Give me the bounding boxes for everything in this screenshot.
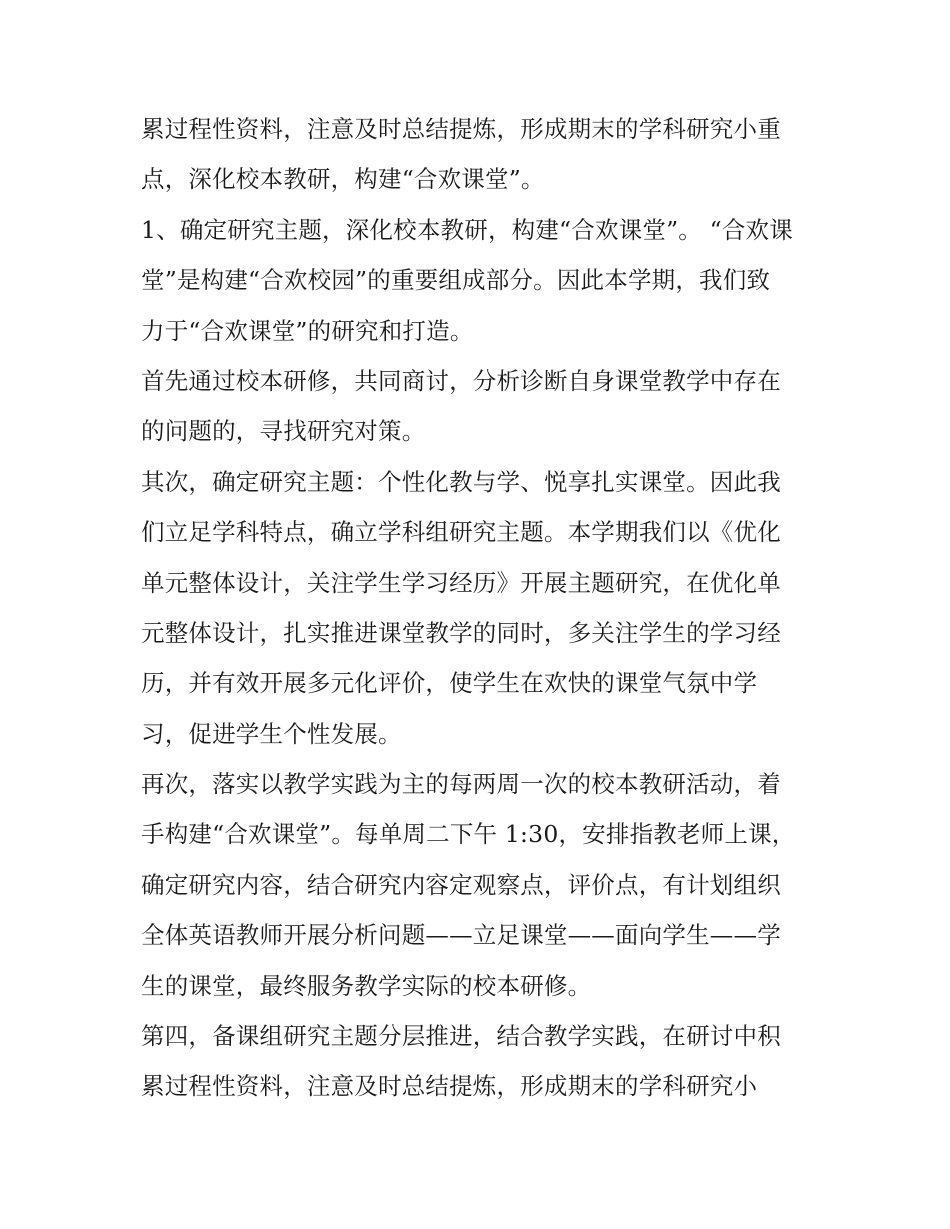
text-line: 1、确定研究主题，深化校本教研，构建“合欢课堂”。 “合欢课 — [141, 215, 793, 244]
text-line: 生的课堂，最终服务教学实际的校本研修。 — [141, 971, 592, 1000]
text-line: 其次，确定研究主题：个性化教与学、悦享扎实课堂。因此我 — [141, 467, 781, 496]
text-line: 元整体设计，扎实推进课堂教学的同时，多关注学生的学习经 — [141, 618, 781, 647]
text-line: 首先通过校本研修，共同商讨，分析诊断自身课堂教学中存在 — [141, 366, 781, 395]
text-line: 点，深化校本教研，构建“合欢课堂”。 — [141, 165, 545, 194]
text-line: 单元整体设计，关注学生学习经历》开展主题研究，在优化单 — [141, 568, 781, 597]
text-line: 再次，落实以教学实践为主的每两周一次的校本教研活动，着 — [141, 770, 781, 799]
text-line: 的问题的，寻找研究对策。 — [141, 417, 426, 446]
text-line: 习，促进学生个性发展。 — [141, 719, 402, 748]
text-line: 全体英语教师开展分析问题——立足课堂——面向学生——学 — [141, 921, 781, 950]
text-line: 历，并有效开展多元化评价，使学生在欢快的课堂气氛中学 — [141, 669, 758, 698]
text-line: 第四，备课组研究主题分层推进，结合教学实践，在研讨中积 — [141, 1022, 781, 1051]
text-line: 力于“合欢课堂”的研究和打造。 — [141, 316, 474, 345]
text-line: 累过程性资料，注意及时总结提炼，形成期末的学科研究小重 — [141, 115, 781, 143]
text-line: 累过程性资料，注意及时总结提炼，形成期末的学科研究小 — [141, 1072, 758, 1101]
text-line: 堂”是构建“合欢校园”的重要组成部分。因此本学期，我们致 — [141, 266, 771, 295]
text-line: 确定研究内容，结合研究内容定观察点，评价点，有计划组织 — [141, 870, 781, 899]
document-body — [141, 104, 816, 1112]
text-line: 手构建“合欢课堂”。每单周二下午 1:30，安排指教老师上课， — [141, 820, 796, 849]
text-line: 们立足学科特点，确立学科组研究主题。本学期我们以《优化 — [141, 518, 781, 547]
